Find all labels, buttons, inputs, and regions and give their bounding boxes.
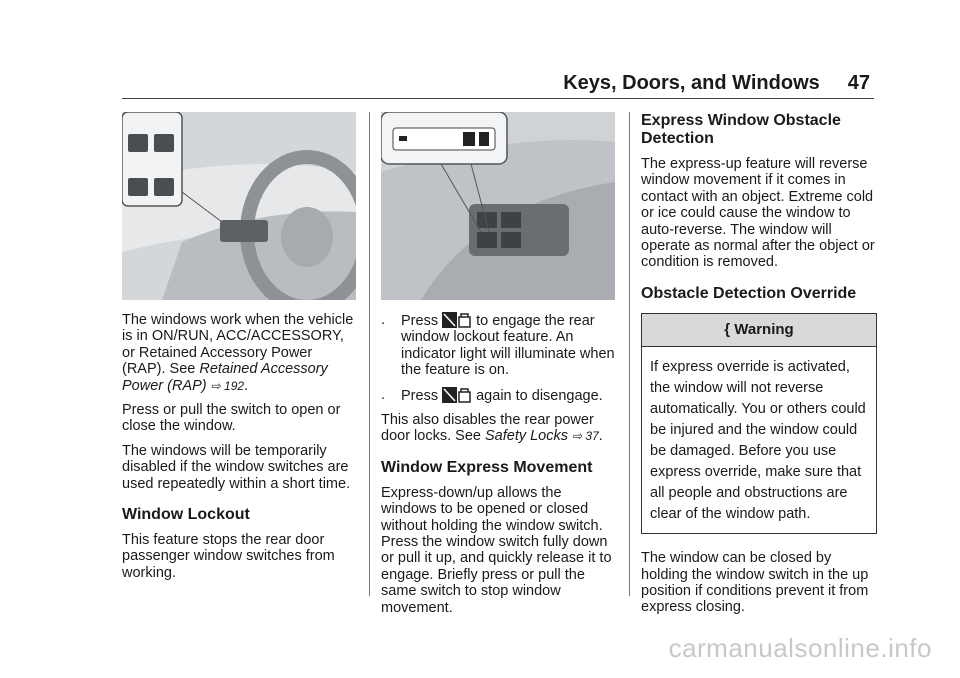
text: Press xyxy=(401,387,443,404)
column-divider xyxy=(629,112,630,596)
warning-body: If express override is activated, the window will not reverse automatically. You or others could be injured and the window could be damaged. Before you use express override, make sure that all people and obstructions are clear of the window path. xyxy=(650,359,866,523)
list-item xyxy=(381,387,617,404)
header-rule xyxy=(122,98,874,99)
text: to engage the rear window lockout feature. An indicator light will illuminate when the feature is on. xyxy=(401,313,615,379)
column-divider xyxy=(369,112,370,596)
paragraph: Express-down/up allows the windows to be opened or closed without holding the window switch. Press the window switch fully down or pull it up, and quickly release it to engage. Briefly press or pull the same switch to stop window movement. xyxy=(381,484,612,616)
column-2 xyxy=(381,112,617,624)
warning-title: Warning xyxy=(734,320,794,338)
section-title: Keys, Doors, and Windows xyxy=(563,72,820,94)
list-item xyxy=(381,312,617,379)
paragraph: Press or pull the switch to open or close the window. xyxy=(122,402,341,435)
bullet-mark: . xyxy=(381,386,386,403)
link-retained-accessory-power[interactable]: Retained Accessory Power (RAP) xyxy=(122,361,328,394)
link-safety-locks[interactable]: Safety Locks xyxy=(484,428,568,445)
page-ref[interactable]: ⇨ 37 xyxy=(572,429,599,444)
page-header xyxy=(563,72,870,95)
paragraph xyxy=(381,412,617,445)
text: This also disables the rear power door locks. See xyxy=(381,412,594,445)
paragraph: This feature stops the rear door passenger window switches from working. xyxy=(122,532,335,581)
warning-box xyxy=(641,313,877,534)
heading-obstacle-detection: Express Window Obstacle Detection xyxy=(641,112,841,147)
text: The windows work when the vehicle is in ON/RUN, ACC/ACCESSORY, or Retained Accessory Power (RAP). See xyxy=(122,312,354,378)
warning-header xyxy=(642,314,876,347)
paragraph: The express-up feature will reverse window movement if it comes in contact with an object. Extreme cold or ice could cause the window to auto-reverse. The window will operate as normal after the object or condition is removed. xyxy=(641,156,875,271)
heading-window-express-movement: Window Express Movement xyxy=(381,458,593,476)
text: again to disengage. xyxy=(472,387,603,404)
window-lockout-icon xyxy=(442,387,472,403)
bullet-mark: . xyxy=(381,312,386,328)
text: . xyxy=(598,428,603,445)
paragraph xyxy=(122,312,356,394)
heading-obstacle-override: Obstacle Detection Override xyxy=(641,284,857,302)
warning-icon: { xyxy=(724,320,731,338)
text: Press xyxy=(401,313,443,329)
watermark: carmanualsonline.info xyxy=(668,633,932,663)
page-number: 47 xyxy=(847,72,870,94)
text: . xyxy=(244,377,249,394)
heading-window-lockout: Window Lockout xyxy=(122,506,250,524)
paragraph: The windows will be temporarily disabled if the window switches are used repeatedly within a short time. xyxy=(122,442,351,492)
page-ref[interactable]: ⇨ 192 xyxy=(210,378,245,393)
lockout-switch-illustration xyxy=(381,112,615,300)
window-lockout-icon xyxy=(442,312,472,328)
column-1 xyxy=(122,112,356,589)
paragraph: The window can be closed by holding the window switch in the up position if conditions prevent it from express closing. xyxy=(641,550,869,616)
column-3 xyxy=(641,112,877,624)
window-switch-illustration xyxy=(122,112,356,300)
